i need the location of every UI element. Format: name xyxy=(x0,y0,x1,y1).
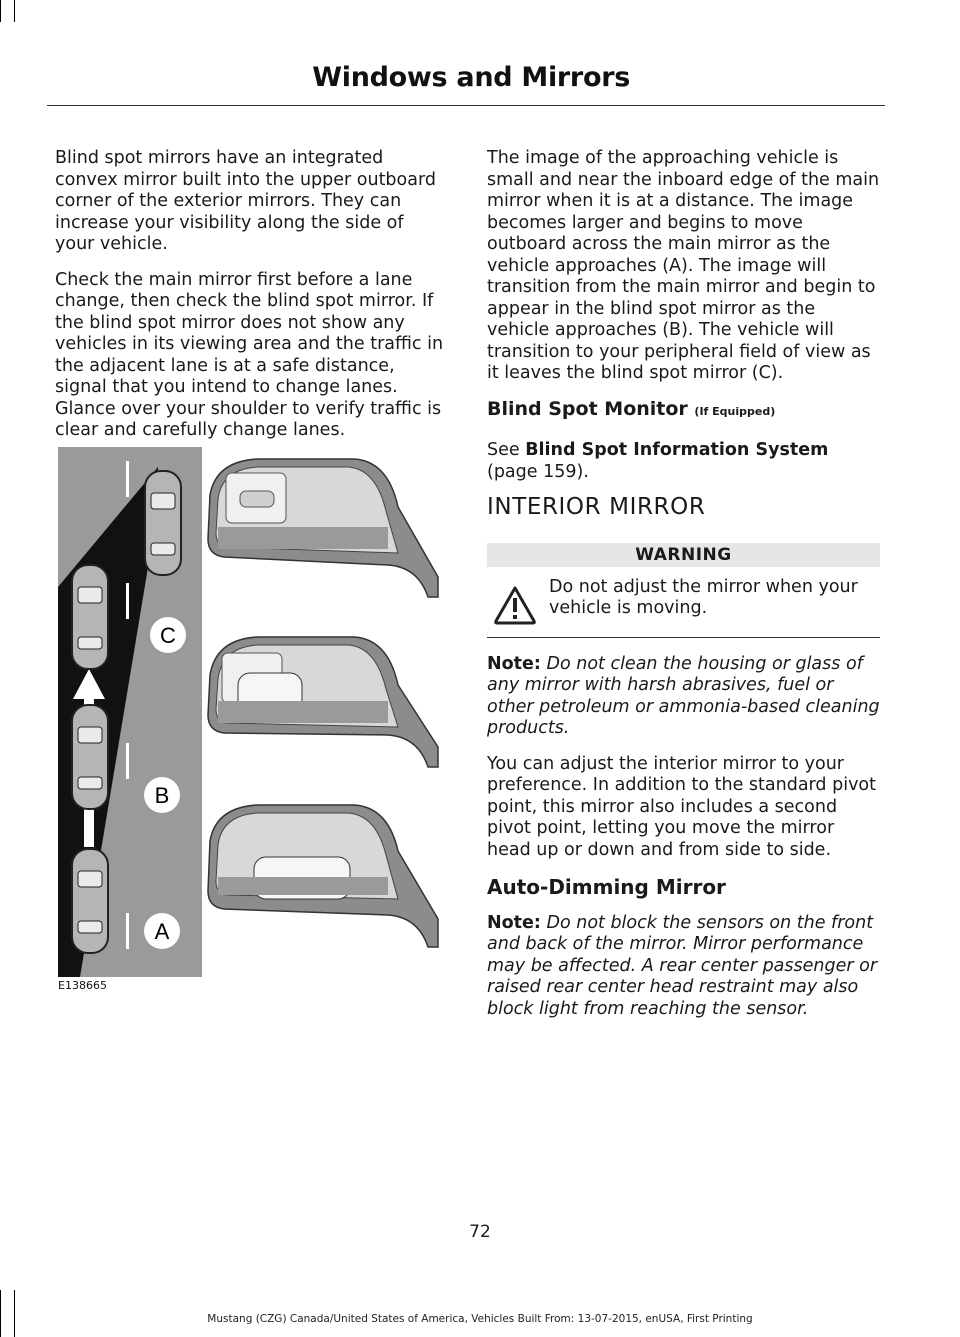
right-column xyxy=(487,148,880,1034)
header-rule xyxy=(47,105,885,106)
page-number: 72 xyxy=(469,1222,491,1242)
paragraph: The image of the approaching vehicle is small and near the inboard edge of the main mirror when it is at a distance. The image becomes larger and begins to move outboard across the main mirror as the vehicle approaches (A). The image will transition from the main mirror and begin to appear in the blind spot mirror as the vehicle approaches (B). The vehicle will transition to your peripheral field of view as it leaves the blind spot mirror (C). xyxy=(487,148,880,383)
car-icon xyxy=(145,471,181,575)
see-prefix: See xyxy=(487,440,526,460)
warning-triangle-icon xyxy=(493,585,537,625)
label-a: A xyxy=(154,919,170,944)
mirror-top xyxy=(208,459,438,597)
heading-qualifier: (If Equipped) xyxy=(694,404,776,418)
crop-mark xyxy=(14,0,15,22)
car-icon xyxy=(72,565,108,669)
crop-mark xyxy=(0,0,1,22)
car-icon xyxy=(72,705,108,809)
note xyxy=(487,913,880,1021)
left-column xyxy=(55,148,448,456)
see-link[interactable]: Blind Spot Information System xyxy=(525,440,829,460)
note-label: Note: xyxy=(487,912,541,933)
car-icon xyxy=(72,849,108,953)
blind-spot-figure xyxy=(58,447,448,997)
label-c: C xyxy=(160,623,176,648)
mirror-bottom xyxy=(208,805,438,947)
section-heading xyxy=(487,399,880,423)
paragraph: Blind spot mirrors have an integrated convex mirror built into the upper outboard corner of the exterior mirrors. They can increase your visibility along the side of your vehicle. xyxy=(55,148,436,254)
page-title: Windows and Mirrors xyxy=(312,62,630,93)
warning-body xyxy=(487,567,880,638)
footer-text: Mustang (CZG) Canada/United States of America, Vehicles Built From: 13-07-2015, enUSA, First Printing xyxy=(207,1313,753,1325)
mirror-middle xyxy=(208,637,438,767)
blind-spot-illustration xyxy=(58,447,448,977)
section-heading: Auto-Dimming Mirror xyxy=(487,875,726,899)
warning-text: Do not adjust the mirror when your vehicle is moving. xyxy=(549,576,858,618)
heading-text: Blind Spot Monitor xyxy=(487,397,688,420)
paragraph: You can adjust the interior mirror to your preference. In addition to the standard pivot point, this mirror also includes a second pivot point, letting you move the mirror head up or down and from side to side. xyxy=(487,753,876,860)
note xyxy=(487,654,880,740)
see-reference xyxy=(487,440,880,483)
figure-code: E138665 xyxy=(58,979,107,992)
section-heading-main: INTERIOR MIRROR xyxy=(487,494,706,520)
label-b: B xyxy=(154,783,170,808)
paragraph: Check the main mirror first before a lane change, then check the blind spot mirror. If the blind spot mirror does not show any vehicles in its viewing area and the traffic in the adjacent lane is at a safe distance, signal that you intend to change lanes. Glance over your shoulder to verify traffic is clear and carefully change lanes. xyxy=(55,269,444,440)
note-text: Do not clean the housing or glass of any mirror with harsh abrasives, fuel or other petroleum or ammonia-based cleaning products. xyxy=(487,653,880,738)
note-label: Note: xyxy=(487,653,541,674)
warning-box xyxy=(487,543,880,638)
see-suffix: (page 159). xyxy=(487,461,589,482)
warning-label: WARNING xyxy=(487,543,880,567)
note-text: Do not block the sensors on the front and back of the mirror. Mirror performance may be affected. A rear center passenger or raised rear center head restraint may also block light from reaching the sensor. xyxy=(487,912,878,1019)
